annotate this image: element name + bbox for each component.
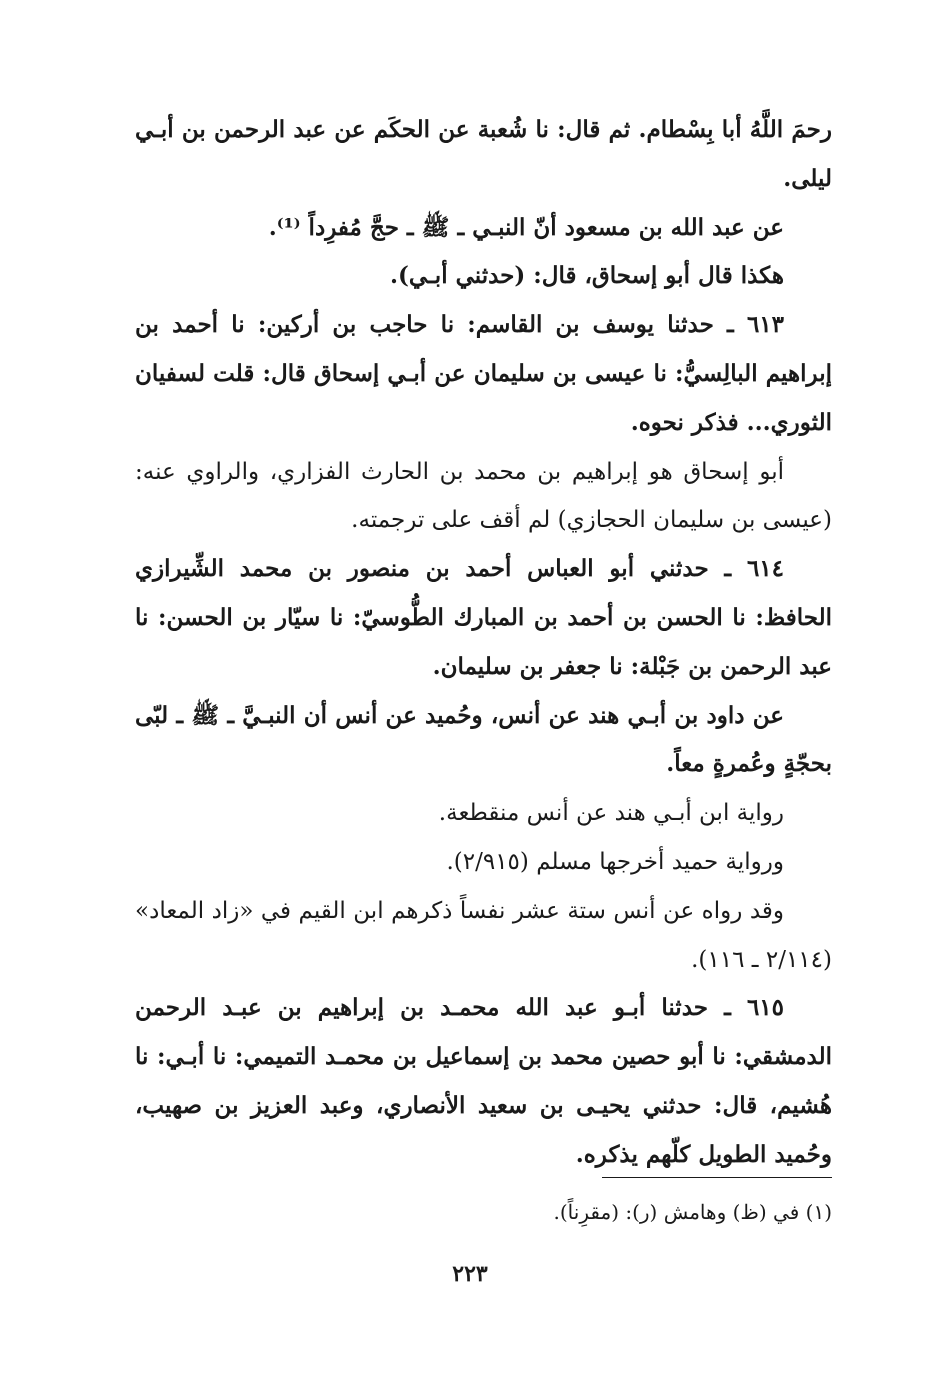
paragraph-1: رحمَ اللَّهُ أبا بِسْطام. ثم قال: نا شُعبة عن الحكَم عن عبد الرحمن بن أبـي ليلى. xyxy=(135,116,832,192)
paragraph-2: عن عبد الله بن مسعود أنّ النبـي ـ ﷺ ـ حجَّ مُفرِداً ⁽¹⁾. xyxy=(268,213,784,241)
commentary-614-a: رواية ابن أبـي هند عن أنس منقطعة. xyxy=(438,800,784,827)
footnote-separator xyxy=(602,1177,832,1178)
hadith-613: ٦١٣ ـ حدثنا يوسف بن القاسم: نا حاجب بن أركين: نا أحمد بن إبراهيم البالِسيُّ: نا عيسى بن سليمان عن أبـي إسحاق قال: قلت لسفيان الثوري... فذكر نحوه. xyxy=(135,311,832,436)
hadith-614-matn: عن داود بن أبـي هند عن أنس، وحُميد عن أنس أن النبـيَّ ـ ﷺ ـ لبّى بحجّةٍ وعُمرةٍ معاً. xyxy=(135,701,832,778)
main-text xyxy=(135,106,832,1180)
page-number: ٢٢٣ xyxy=(452,1261,488,1287)
footnote-1: (١) في (ظ) وهامش (ر): (مقرِناً). xyxy=(553,1200,832,1224)
commentary-614-b: ورواية حميد أخرجها مسلم (٢/٩١٥). xyxy=(446,848,784,875)
hadith-614-isnad: ٦١٤ ـ حدثني أبو العباس أحمد بن منصور بن محمد الشِّيرازي الحافظ: نا الحسن بن أحمد بن المبارك الطُّوسيّ: نا سيّار بن الحسن: نا عبد الرحمن بن جَبْلة: نا جعفر بن سليمان. xyxy=(135,555,832,680)
paragraph-3: هكذا قال أبو إسحاق، قال: (حدثني أبـي). xyxy=(390,262,784,290)
commentary-613: أبو إسحاق هو إبراهيم بن محمد بن الحارث الفزاري، والراوي عنه: (عيسى بن سليمان الحجازي) لم أقف على ترجمته. xyxy=(135,458,832,534)
commentary-614-c: وقد رواه عن أنس ستة عشر نفساً ذكرهم ابن القيم في «زاد المعاد» (٢/١١٤ ـ ١١٦). xyxy=(135,897,832,973)
hadith-615: ٦١٥ ـ حدثنا أبـو عبد الله محمـد بن إبراهيم بن عبـد الرحمن الدمشقي: نا أبو حصين محمد بن إسماعيل بن محمـد التميمي: نا أبـي: نا هُشيم، قال: حدثني يحيـى بن سعيد الأنصاري، وعبد العزيز بن صهيب، وحُميد الطويل كلّهم يذكره. xyxy=(135,994,832,1168)
